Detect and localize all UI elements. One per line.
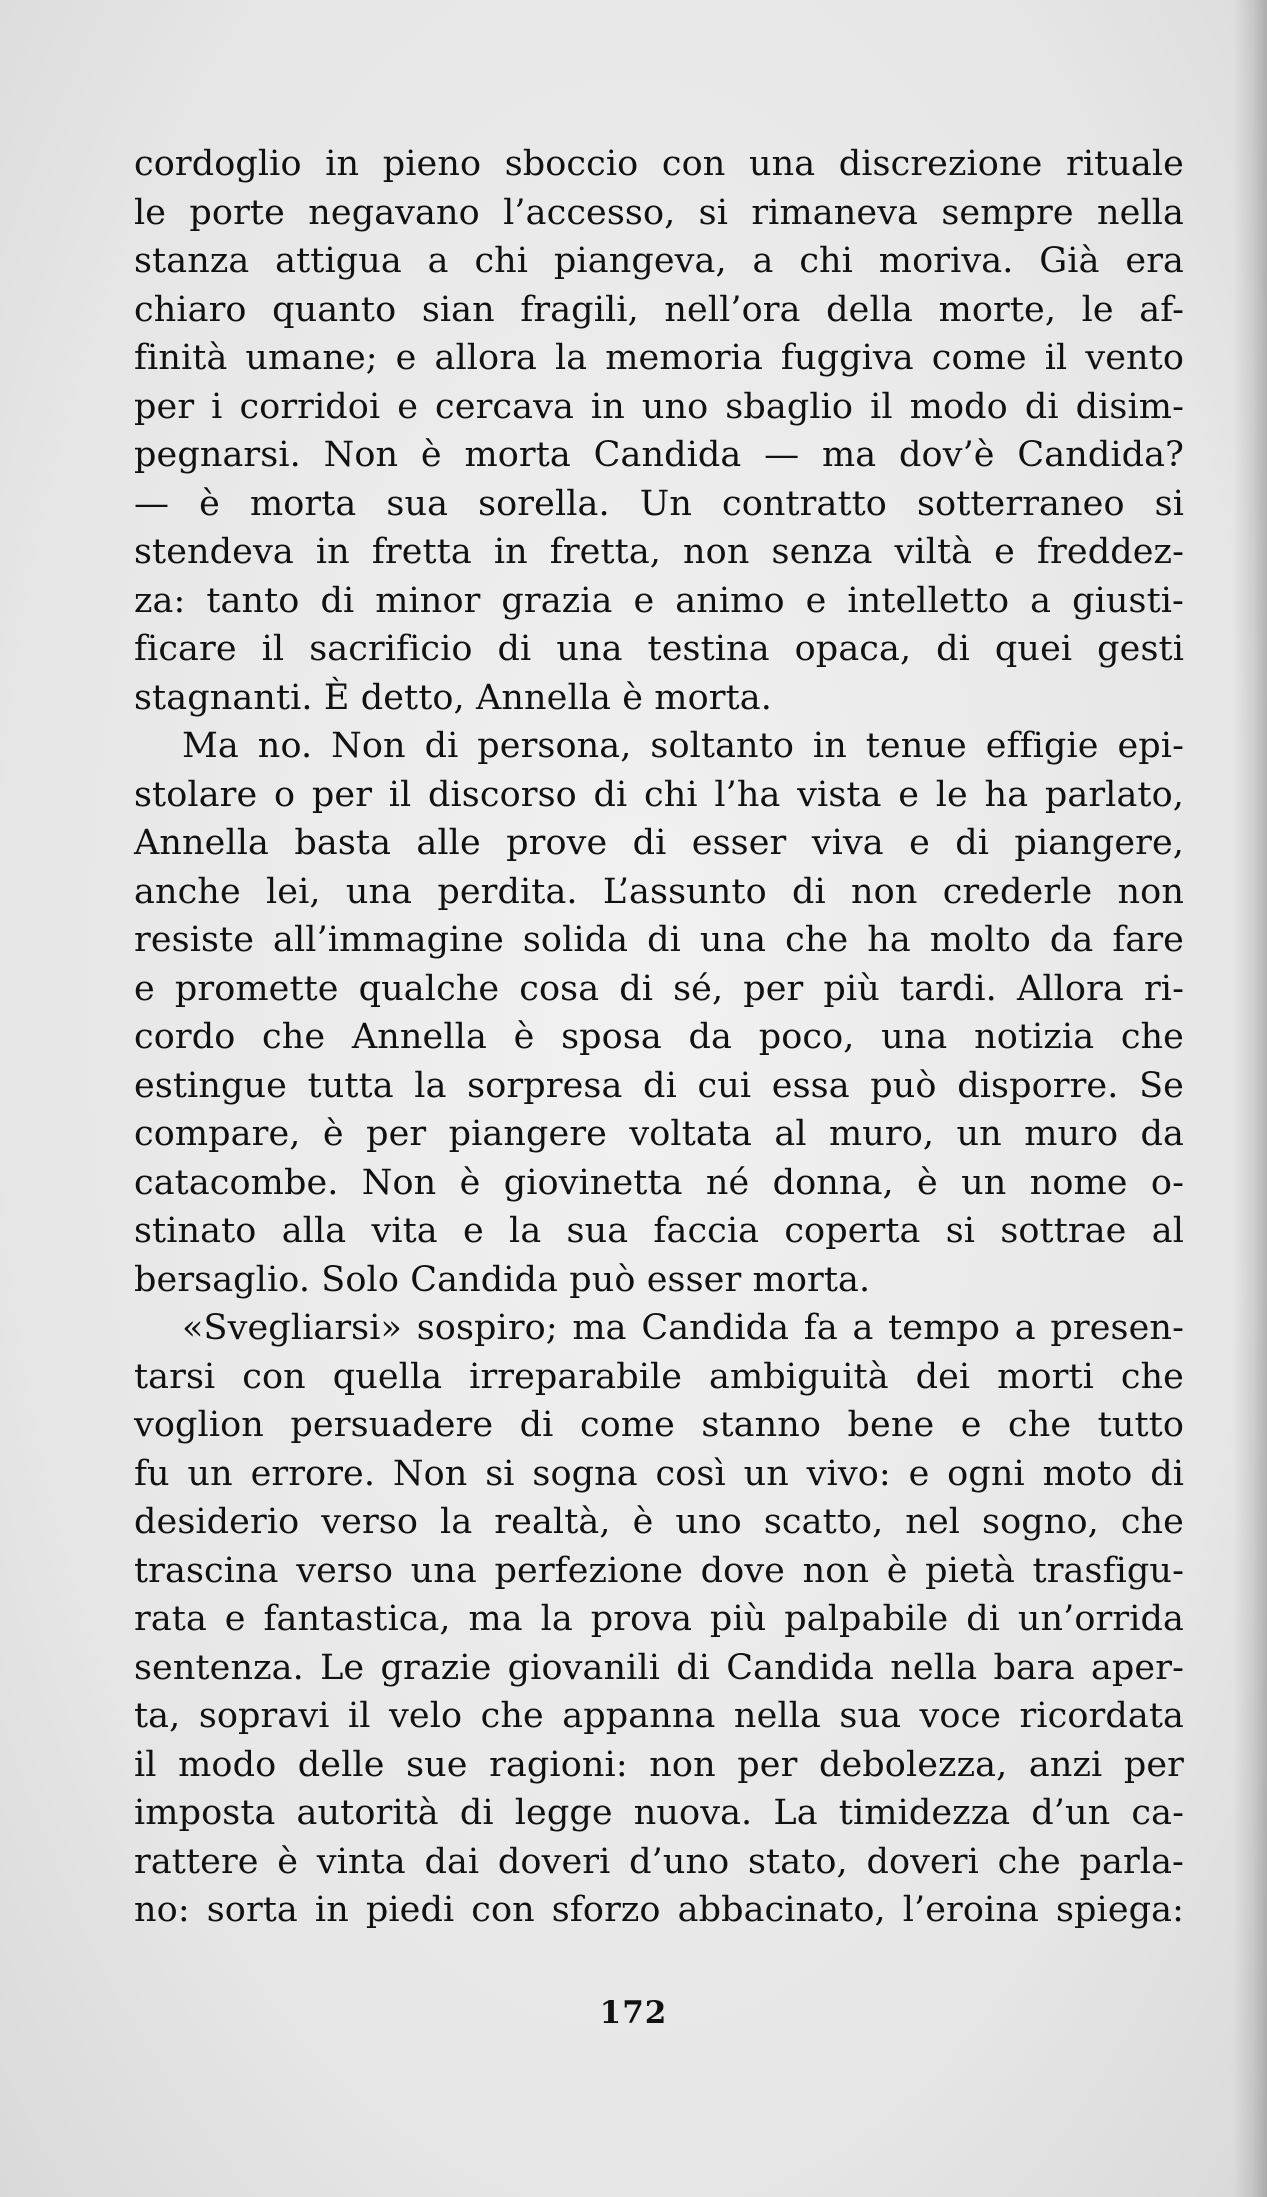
text-line: ficare il sacrificio di una testina opaca, di quei gesti xyxy=(134,629,1184,669)
text-line: per i corridoi e cercava in uno sbaglio il modo di disim- xyxy=(134,386,1184,427)
text-line: sentenza. Le grazie giovanili di Candida nella bara aper- xyxy=(134,1647,1184,1688)
paragraph-start-line: «Svegliarsi» sospiro; ma Candida fa a tempo a presen- xyxy=(182,1308,1184,1348)
text-line: bersaglio. Solo Candida può esser morta. xyxy=(134,1259,871,1300)
text-line: cordoglio in pieno sboccio con una discrezione rituale xyxy=(134,144,1184,184)
text-line: compare, è per piangere voltata al muro, un muro da xyxy=(134,1114,1184,1154)
text-line: le porte negavano l’accesso, si rimaneva sempre nella xyxy=(134,192,1184,233)
text-line: no: sorta in piedi con sforzo abbacinato, l’eroina spiega: xyxy=(134,1890,1184,1930)
text-line: fu un errore. Non si sogna così un vivo: e ogni moto di xyxy=(134,1453,1184,1494)
text-line: imposta autorità di legge nuova. La timidezza d’un ca- xyxy=(134,1793,1184,1833)
text-line: stinato alla vita e la sua faccia coperta si sottrae al xyxy=(134,1211,1184,1251)
text-line: catacombe. Non è giovinetta né donna, è un nome o- xyxy=(134,1162,1184,1203)
text-line: stanza attigua a chi piangeva, a chi moriva. Già era xyxy=(134,241,1184,281)
text-line: stagnanti. È detto, Annella è morta. xyxy=(134,677,772,718)
text-line: ta, sopravi il velo che appanna nella sua voce ricordata xyxy=(134,1696,1184,1736)
body-text xyxy=(134,140,1184,1935)
text-line: stendeva in fretta in fretta, non senza viltà e freddez- xyxy=(134,532,1184,572)
page-number: 172 xyxy=(599,1995,668,2031)
text-line: estingue tutta la sorpresa di cui essa può disporre. Se xyxy=(134,1065,1184,1106)
text-line: trascina verso una perfezione dove non è pietà trasfigu- xyxy=(134,1550,1184,1591)
text-line: Annella basta alle prove di esser viva e di piangere, xyxy=(134,823,1184,863)
text-line: finità umane; e allora la memoria fuggiva come il vento xyxy=(134,338,1184,378)
text-line: — è morta sua sorella. Un contratto sotterraneo si xyxy=(134,483,1184,524)
text-line: chiaro quanto sian fragili, nell’ora della morte, le af- xyxy=(134,289,1184,330)
text-line: e promette qualche cosa di sé, per più tardi. Allora ri- xyxy=(134,968,1184,1009)
text-line: rattere è vinta dai doveri d’uno stato, doveri che parla- xyxy=(134,1841,1184,1882)
text-line: pegnarsi. Non è morta Candida — ma dov’è Candida? xyxy=(134,435,1184,475)
paragraph-start-line: Ma no. Non di persona, soltanto in tenue effigie epi- xyxy=(182,726,1184,766)
text-line: stolare o per il discorso di chi l’ha vista e le ha parlato, xyxy=(134,774,1184,815)
text-line: tarsi con quella irreparabile ambiguità dei morti che xyxy=(134,1356,1184,1397)
text-line: cordo che Annella è sposa da poco, una notizia che xyxy=(134,1017,1184,1057)
page-edge-shadow xyxy=(1233,0,1267,2197)
text-line: desiderio verso la realtà, è uno scatto, nel sogno, che xyxy=(134,1502,1184,1542)
text-line: voglion persuadere di come stanno bene e che tutto xyxy=(134,1405,1184,1445)
text-line: rata e fantastica, ma la prova più palpabile di un’orrida xyxy=(134,1599,1184,1639)
text-line: il modo delle sue ragioni: non per debolezza, anzi per xyxy=(134,1744,1184,1785)
text-line: resiste all’immagine solida di una che ha molto da fare xyxy=(134,920,1184,960)
text-line: anche lei, una perdita. L’assunto di non crederle non xyxy=(134,871,1184,912)
text-line: za: tanto di minor grazia e animo e intelletto a giusti- xyxy=(134,580,1184,621)
